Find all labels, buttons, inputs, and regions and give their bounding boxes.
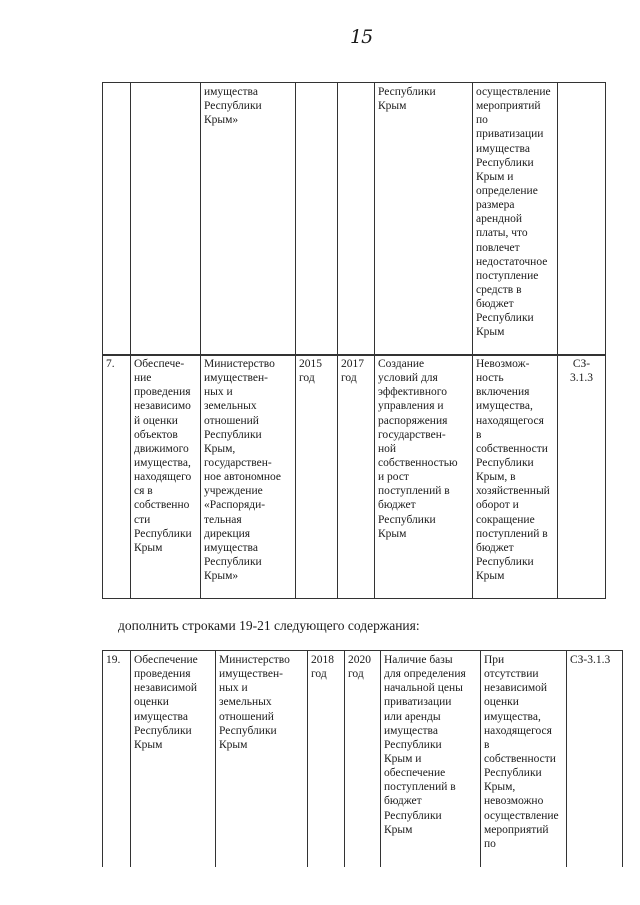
table-row [103,83,606,356]
executor-cell: Министерство имуществен- ных и земельных отношений Республики Крым, государствен- ное автономное учреждение «Распоряди- тельная дирекция имущества Республики Крым» [201,355,296,599]
row-7-table [102,354,606,599]
table-row [103,355,606,599]
end-year-cell [338,83,375,356]
start-year-cell: 2018 год [308,651,345,868]
measure-cell [131,83,201,356]
consequence-cell: осуществление мероприятий по приватизации имущества Республики Крым и определение размера арендной платы, что повлечет недостаточное поступление средств в бюджет Республики Крым [473,83,558,356]
continued-table [102,82,606,356]
start-year-cell: 2015 год [296,355,338,599]
row-number-cell: 19. [103,651,131,868]
table-row [103,651,623,868]
result-cell: Республики Крым [375,83,473,356]
end-year-cell: 2020 год [345,651,381,868]
result-cell: Наличие базы для определения начальной цены приватизации или аренды имущества Республики Крым и обеспечение поступлений в бюджет Республики Крым [381,651,481,868]
amendment-text: дополнить строками 19-21 следующего содержания: [118,618,420,633]
page-number: 15 [350,26,373,48]
executor-cell: имущества Республики Крым» [201,83,296,356]
executor-cell: Министерство имуществен- ных и земельных отношений Республики Крым [216,651,308,868]
measure-cell: Обеспечение проведения независимой оценки имущества Республики Крым [131,651,216,868]
consequence-cell: При отсутствии независимой оценки имущества, находящегося в собственности Республики Крым, невозможно осуществление мероприятий по [481,651,567,868]
start-year-cell [296,83,338,356]
code-cell [558,83,606,356]
end-year-cell: 2017 год [338,355,375,599]
consequence-cell: Невозмож- ность включения имущества, находящегося в собственности Республики Крым, в хозяйственный оборот и сокращение поступлений в бюджет Республики Крым [473,355,558,599]
result-cell: Создание условий для эффективного управления и распоряжения государствен- ной собственностью и рост поступлений в бюджет Республики Крым [375,355,473,599]
measure-cell: Обеспече- ние проведения независимо й оценки объектов движимого имущества, находящего ся в собственно сти Республики Крым [131,355,201,599]
code-cell: СЗ- 3.1.3 [558,355,606,599]
row-19-table [102,650,623,867]
row-number-cell [103,83,131,356]
row-number-cell: 7. [103,355,131,599]
code-cell: СЗ-3.1.3 [567,651,623,868]
